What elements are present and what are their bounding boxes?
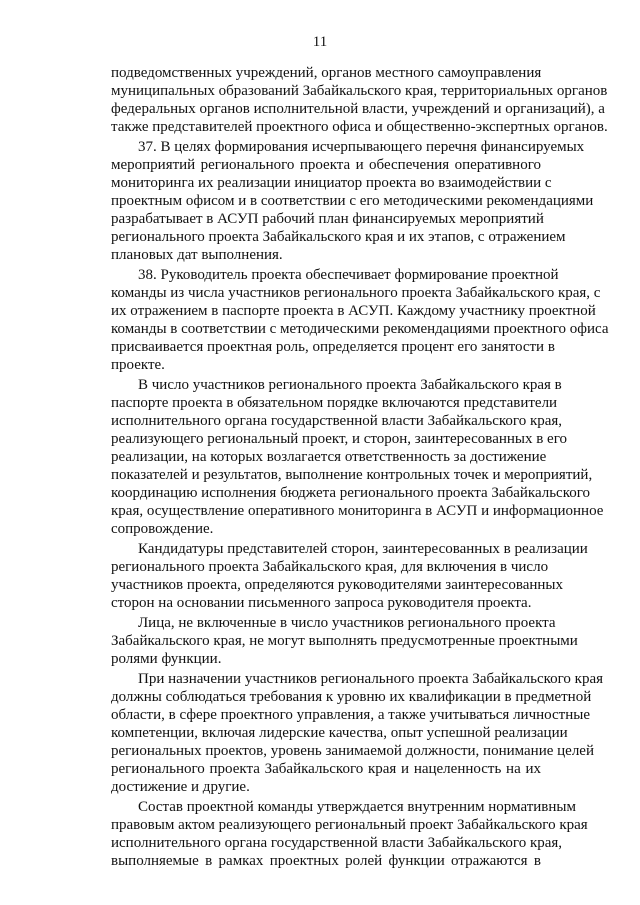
text-line: федеральных органов исполнительной власти, учреждений и организаций), а (111, 101, 605, 117)
text-line: правовым актом реализующего региональный проект Забайкальского края (111, 817, 588, 833)
text-line: выполняемые в рамках проектных ролей функции отражаются в (111, 853, 541, 869)
paragraph (111, 614, 578, 668)
text-line: В число участников регионального проекта Забайкальского края в (138, 377, 562, 393)
text-line: также представителей проектного офиса и общественно-экспертных органов. (111, 119, 608, 135)
text-line: координацию исполнения бюджета регионального проекта Забайкальского (111, 485, 591, 501)
text-line: команды в соответствии с методическими рекомендациями проектного офиса (111, 321, 609, 337)
page-number: 11 (312, 34, 328, 50)
paragraph (111, 266, 609, 374)
text-line: их отражением в паспорте проекта в АСУП. Каждому участнику проектной (111, 303, 596, 319)
text-line: присваивается проектная роль, определяется процент его занятости в (111, 339, 555, 355)
text-line: муниципальных образований Забайкальского края, территориальных органов (111, 83, 608, 99)
text-line: участников проекта, определяются руководителями заинтересованных (111, 577, 564, 593)
text-line: компетенции, включая лидерские качества, опыт успешной реализации (111, 725, 568, 741)
text-line: регионального проекта Забайкальского края и нацеленность на их (111, 761, 541, 777)
text-line: При назначении участников регионального проекта Забайкальского края (138, 671, 604, 687)
text-line: сторон на основании письменного запроса руководителя проекта. (111, 595, 532, 611)
text-line: команды из числа участников регионального проекта Забайкальского края, с (111, 285, 601, 301)
text-line: Кандидатуры представителей сторон, заинтересованных в реализации (138, 541, 588, 557)
text-line: мониторинга их реализации инициатор проекта во взаимодействии с (111, 175, 552, 191)
text-line: ролями функции. (111, 651, 222, 667)
text-line: регионального проекта Забайкальского края и их этапов, с отражением (111, 229, 566, 245)
paragraph (111, 540, 588, 612)
text-line: области, в сфере проектного управления, а также учитываться личностные (111, 707, 590, 723)
paragraph (111, 798, 588, 870)
text-line: реализующего региональный проект, и сторон, заинтересованных в его (111, 431, 567, 447)
text-line: региональных проектов, уровень занимаемой должности, понимание целей (111, 743, 594, 759)
text-line: показателей и результатов, выполнение контрольных точек и мероприятий, (111, 467, 593, 483)
text-line: проекте. (111, 357, 165, 373)
text-line: разрабатывает в АСУП рабочий план финансируемых мероприятий (111, 211, 544, 227)
text-line: регионального проекта Забайкальского края, для включения в число (111, 559, 549, 575)
text-line: паспорте проекта в обязательном порядке включаются представители (111, 395, 558, 411)
text-line: Состав проектной команды утверждается внутренним нормативным (138, 799, 576, 815)
text-line: Лица, не включенные в число участников регионального проекта (138, 615, 556, 631)
text-line: достижение и другие. (111, 779, 250, 795)
text-line: сопровождение. (111, 521, 214, 537)
text-line: мероприятий регионального проекта и обеспечения оперативного (111, 157, 541, 173)
text-line: проектным офисом и в соответствии с его методическими рекомендациями (111, 193, 594, 209)
text-line: Забайкальского края, не могут выполнять предусмотренные проектными (111, 633, 578, 649)
text-line: подведомственных учреждений, органов местного самоуправления (111, 65, 542, 81)
text-line: исполнительного органа государственной власти Забайкальского края, (111, 835, 563, 851)
text-line: исполнительного органа государственной власти Забайкальского края, (111, 413, 563, 429)
document-body (111, 64, 609, 870)
text-line: плановых дат выполнения. (111, 247, 283, 263)
text-line: 37. В целях формирования исчерпывающего перечня финансируемых (138, 139, 585, 155)
text-line: края, осуществление оперативного мониторинга в АСУП и информационное (111, 503, 604, 519)
paragraph (111, 138, 594, 264)
text-line: реализации, на которых возлагается ответственность за достижение (111, 449, 547, 465)
paragraph (111, 670, 604, 796)
text-line: должны соблюдаться требования к уровню их квалификации в предметной (111, 689, 592, 705)
text-line: 38. Руководитель проекта обеспечивает формирование проектной (138, 267, 559, 283)
paragraph (111, 64, 608, 136)
paragraph (111, 376, 604, 538)
